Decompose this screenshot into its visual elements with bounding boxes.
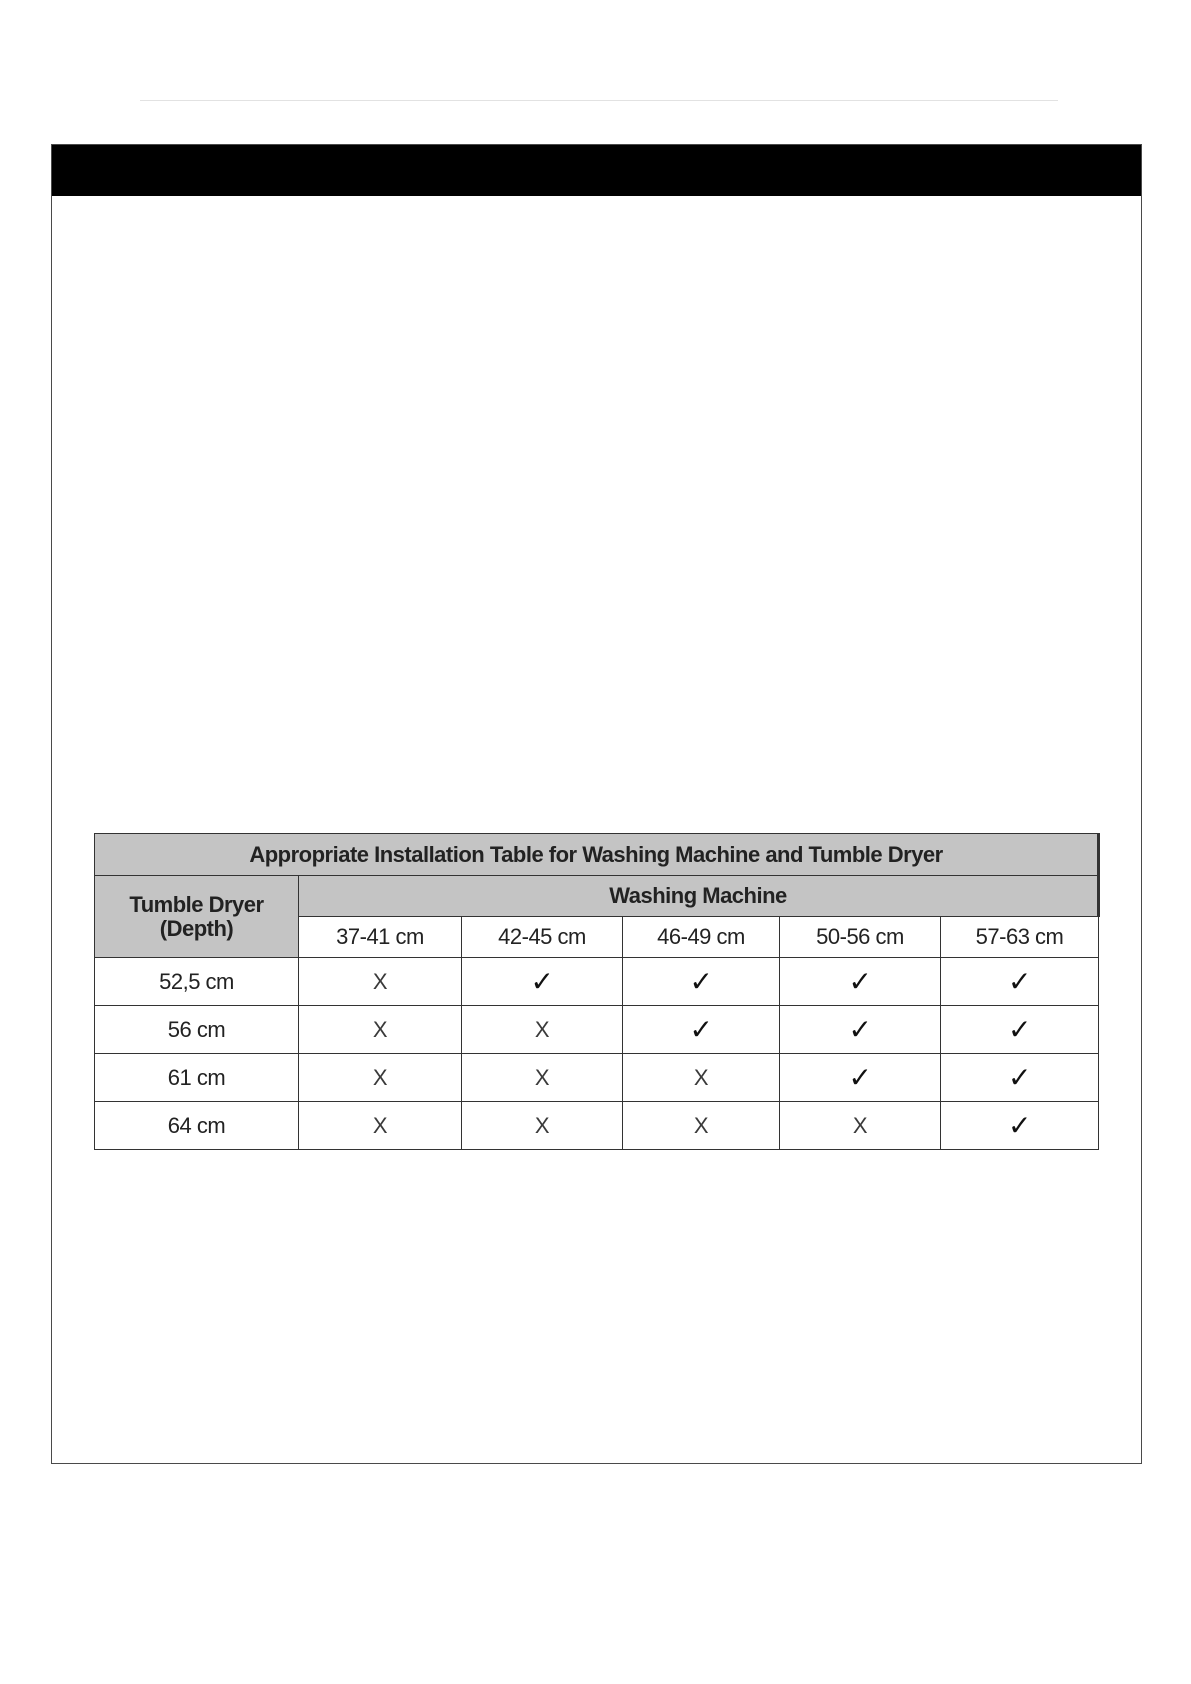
x-mark: X (372, 1016, 388, 1042)
compat-cell (462, 1054, 623, 1102)
compat-cell (623, 1102, 780, 1150)
compat-cell (941, 1054, 1099, 1102)
compat-cell (462, 1006, 623, 1054)
x-mark: X (372, 1064, 388, 1090)
row-header-line-2: (Depth) (159, 915, 234, 941)
compat-cell (462, 958, 623, 1006)
x-mark: X (852, 1112, 868, 1138)
table-title-row (95, 834, 1099, 876)
row-label: 52,5 cm (95, 958, 299, 1006)
compat-cell (299, 958, 462, 1006)
compat-cell (623, 1054, 780, 1102)
content-frame (51, 144, 1142, 1464)
checkmark-icon: ✓ (848, 1013, 872, 1046)
row-header-cell (95, 876, 299, 958)
compat-cell (299, 1006, 462, 1054)
compat-cell (941, 1102, 1099, 1150)
compat-cell (780, 1102, 941, 1150)
column-header: 42-45 cm (462, 917, 623, 958)
table-row (95, 958, 1099, 1006)
row-label: 61 cm (95, 1054, 299, 1102)
compat-cell (780, 1054, 941, 1102)
checkmark-icon: ✓ (1008, 965, 1032, 998)
compat-cell (462, 1102, 623, 1150)
compat-cell (623, 958, 780, 1006)
compat-cell (780, 958, 941, 1006)
section-header-band (52, 145, 1141, 196)
x-mark: X (693, 1112, 709, 1138)
top-divider (140, 100, 1058, 101)
x-mark: X (534, 1016, 550, 1042)
installation-table (94, 833, 1100, 1150)
compat-cell (623, 1006, 780, 1054)
row-label: 56 cm (95, 1006, 299, 1054)
compat-cell (941, 1006, 1099, 1054)
column-header: 46-49 cm (623, 917, 780, 958)
column-header: 50-56 cm (780, 917, 941, 958)
compat-cell (780, 1006, 941, 1054)
checkmark-icon: ✓ (689, 965, 713, 998)
table-row (95, 1006, 1099, 1054)
x-mark: X (693, 1064, 709, 1090)
table-title: Appropriate Installation Table for Washing Machine and Tumble Dryer (95, 834, 1099, 876)
checkmark-icon: ✓ (1008, 1109, 1032, 1142)
group-header: Washing Machine (299, 876, 1099, 917)
x-mark: X (534, 1112, 550, 1138)
table-row (95, 1054, 1099, 1102)
compat-cell (941, 958, 1099, 1006)
compat-cell (299, 1102, 462, 1150)
checkmark-icon: ✓ (1008, 1061, 1032, 1094)
x-mark: X (534, 1064, 550, 1090)
table-row (95, 1102, 1099, 1150)
checkmark-icon: ✓ (1008, 1013, 1032, 1046)
checkmark-icon: ✓ (689, 1013, 713, 1046)
compat-cell (299, 1054, 462, 1102)
x-mark: X (372, 968, 388, 994)
row-header-line-1: Tumble Dryer (129, 891, 264, 917)
column-header: 37-41 cm (299, 917, 462, 958)
checkmark-icon: ✓ (848, 965, 872, 998)
checkmark-icon: ✓ (530, 965, 554, 998)
table-group-row (95, 876, 1099, 917)
column-header: 57-63 cm (941, 917, 1099, 958)
x-mark: X (372, 1112, 388, 1138)
row-label: 64 cm (95, 1102, 299, 1150)
checkmark-icon: ✓ (848, 1061, 872, 1094)
